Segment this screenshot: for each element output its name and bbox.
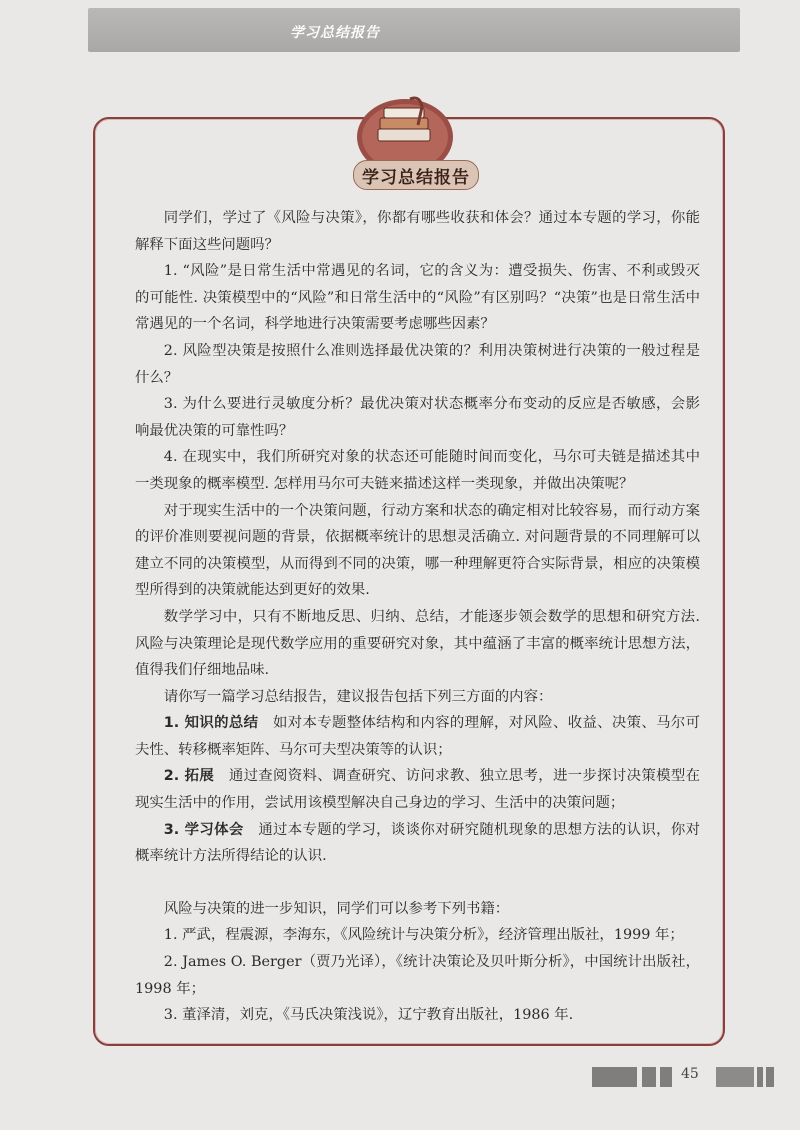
- page-number: 45: [681, 1066, 699, 1082]
- report-item-2-title: 2. 拓展: [163, 768, 215, 785]
- intro-paragraph: 同学们，学过了《风险与决策》，你都有哪些收获和体会？通过本专题的学习，你能解释下面这些问题吗？: [135, 210, 700, 253]
- section-gap: [135, 870, 700, 896]
- report-title-badge: [353, 160, 479, 190]
- report-item-2-text: 通过查阅资料、调查研究、访问求教、独立思考，进一步探讨决策模型在现实生活中的作用，尝试用该模型解决自己身边的学习、生活中的决策问题；: [135, 768, 700, 812]
- report-item-2: [135, 763, 700, 816]
- footer-bar-segment: [716, 1067, 754, 1087]
- reference-2: 2. James O. Berger（贾乃光译），《统计决策论及贝叶斯分析》，中国统计出版社，1998 年；: [135, 954, 700, 997]
- header-title: 学习总结报告: [290, 25, 380, 41]
- question-3: 3. 为什么要进行灵敏度分析？最优决策对状态概率分布变动的反应是否敏感，会影响最优决策的可靠性吗？: [135, 396, 700, 439]
- question-4: 4. 在现实中，我们所研究对象的状态还可能随时间而变化，马尔可夫链是描述其中一类现象的概率模型. 怎样用马尔可夫链来描述这样一类现象，并做出决策呢？: [135, 449, 700, 492]
- footer-bar-segment: [642, 1067, 656, 1087]
- reference-1: 1. 严武，程震源，李海东，《风险统计与决策分析》，经济管理出版社，1999 年；: [163, 927, 684, 944]
- report-item-3-text: 通过本专题的学习，谈谈你对研究随机现象的思想方法的认识，你对概率统计方法所得结论的认识.: [135, 821, 700, 865]
- report-title: 学习总结报告: [362, 167, 470, 188]
- question-2: 2. 风险型决策是按照什么准则选择最优决策的？利用决策树进行决策的一般过程是什么？: [135, 342, 700, 386]
- main-content: [135, 205, 700, 1029]
- report-item-1-text: 如对本专题整体结构和内容的理解，对风险、收益、决策、马尔可夫性、转移概率矩阵、马尔可夫型决策等的认识；: [135, 715, 700, 758]
- footer-bar-segment: [757, 1067, 763, 1087]
- paragraph-request: 请你写一篇学习总结报告，建议报告包括下列三方面的内容：: [163, 688, 553, 705]
- references-intro: 风险与决策的进一步知识，同学们可以参考下列书籍：: [163, 900, 510, 917]
- footer-bar-segment: [592, 1067, 637, 1087]
- report-item-1: [135, 710, 700, 763]
- paragraph-decision: 对于现实生活中的一个决策问题，行动方案和状态的确定相对比较容易，而行动方案的评价准则要视问题的背景，依据概率统计的思想灵活确立. 对问题背景的不同理解可以建立不同的决策模型，从而得到不同的决策，哪一种理解更符合实际背景，相应的决策模型所得到的决策就能达到更好的效果.: [135, 502, 700, 599]
- report-item-3-title: 3. 学习体会: [163, 821, 244, 838]
- paragraph-learning: 数学学习中，只有不断地反思、归纳、总结，才能逐步领会数学的思想和研究方法. 风险与决策理论是现代数学应用的重要研究对象，其中蕴涵了丰富的概率统计思想方法，值得我们仔细地品味.: [135, 608, 700, 679]
- footer-bar-segment: [766, 1067, 774, 1087]
- footer-bar-segment: [660, 1067, 672, 1087]
- report-item-1-title: 1. 知识的总结: [163, 715, 259, 732]
- report-item-3: [135, 817, 700, 870]
- question-1: 1. “风险”是日常生活中常遇见的名词，它的含义为：遭受损失、伤害、不利或毁灭的可能性. 决策模型中的“风险”和日常生活中的“风险”有区别吗？“决策”也是日常生活中常遇见的一个名词，科学地进行决策需要考虑哪些因素？: [135, 263, 700, 333]
- reference-3: 3. 董泽清，刘克，《马氏决策浅说》，辽宁教育出版社，1986 年.: [163, 1007, 574, 1024]
- header-bar: [88, 8, 740, 52]
